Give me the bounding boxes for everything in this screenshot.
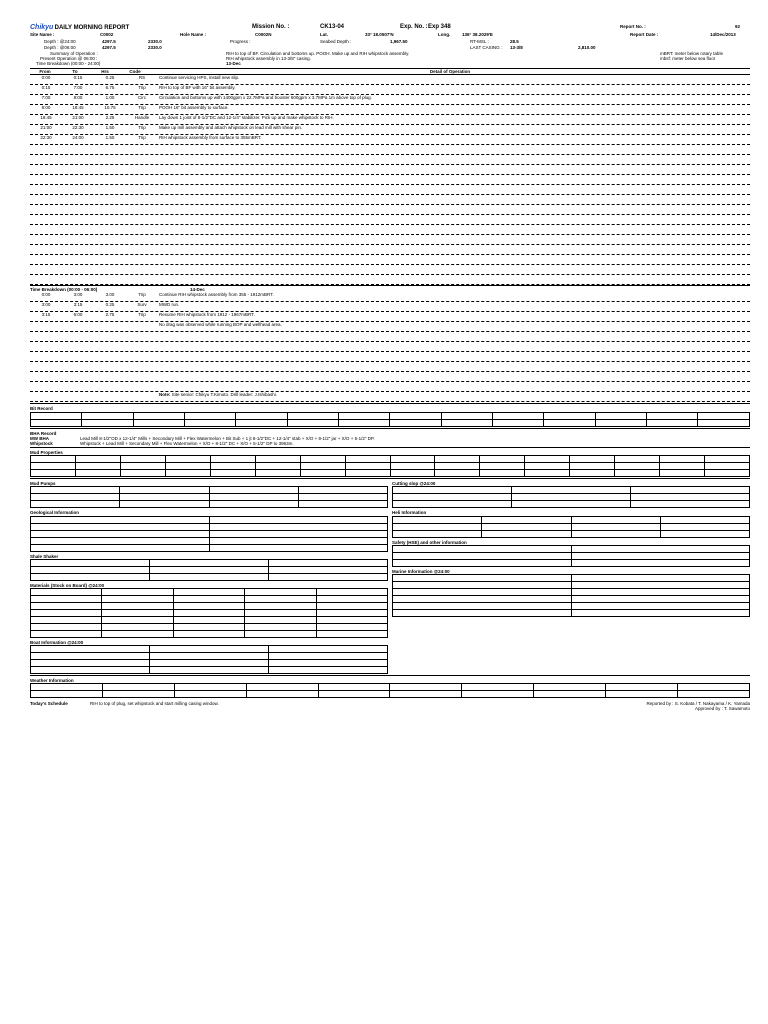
blank-row: [30, 352, 750, 362]
seabed-value: 1,967.50: [390, 39, 408, 44]
op-code: Trip: [138, 125, 146, 131]
blank-row: [30, 165, 750, 175]
whipstock-desc: Whipstock + Lead Mill + Secondary Mill + Flex Watermelon + X/O + 8-1/2" DC + X/O + 5-1/2" DP to 3963m.: [80, 440, 294, 446]
blank-row: [30, 362, 750, 372]
blank-row: [30, 245, 750, 255]
hole-label: Hole Name :: [180, 32, 207, 37]
date-label: Report Date :: [630, 32, 659, 37]
op-to: 8:00: [73, 95, 83, 101]
blank-row: [30, 195, 750, 205]
summary-value: RIH to top of BF. Circulation and bottoms up. POOH. Make up and RIH whipstock assembly.: [226, 51, 410, 56]
op-to: 3:15: [73, 302, 83, 308]
last-casing-label: LAST CASING :: [470, 45, 503, 50]
op-to: 6:00: [73, 312, 83, 318]
op-hrs: 2.25: [105, 115, 115, 121]
op-from: 21:00: [40, 125, 52, 131]
op-from: 0:15: [41, 85, 51, 91]
op-from: 22:30: [40, 135, 52, 141]
note-label: Note:: [159, 392, 171, 398]
op-to: 3:00: [73, 292, 83, 298]
lower-grid: [30, 478, 750, 674]
site-label: Site Name :: [30, 32, 55, 37]
lat-value: 33° 18.0507'N: [365, 32, 394, 37]
casing-depth: 2,810.00: [578, 45, 596, 50]
ops2-row: [30, 302, 750, 312]
present-label: Present Operation @ 06:00 :: [40, 56, 98, 61]
op-code: Circ: [138, 95, 146, 101]
op-to: 18:45: [72, 105, 84, 111]
shaker-table: [30, 559, 388, 581]
op-hrs: 0.25: [105, 75, 115, 81]
blank-row: [30, 225, 750, 235]
rt-msl-label: RT-MSL :: [470, 39, 489, 44]
blank-row: [30, 205, 750, 215]
mbrt-note: mBRT: meter below rotary table: [660, 51, 723, 56]
op-detail: Continue servicing HPS, install new slip.: [159, 75, 240, 81]
op-hrs: 0.25: [105, 302, 115, 308]
op-detail: MWD run.: [159, 302, 180, 308]
op-from: 0:00: [41, 75, 51, 81]
long-value: 136° 38.2029'E: [462, 32, 493, 37]
rt-msl-value: 28.5: [510, 39, 519, 44]
progress-label: Progress :: [230, 39, 251, 44]
mud-table: [30, 455, 750, 477]
ops-row: [30, 95, 750, 105]
op-to: 7:00: [73, 85, 83, 91]
date-value: 14/Dec/2013: [710, 32, 736, 37]
op-hrs: 1.50: [105, 125, 115, 131]
exp-label: Exp. No. :: [400, 24, 428, 30]
bha-section: [30, 428, 750, 447]
op-hrs: 2.75: [105, 312, 115, 318]
seabed-label: Seabed Depth :: [320, 39, 352, 44]
op-hrs: 1.00: [105, 95, 115, 101]
blank-row: [30, 275, 750, 285]
todays-schedule-label: Today's Schedule: [30, 701, 68, 707]
op-hrs: 10.75: [104, 105, 116, 111]
ops2-note: No drag was observed while running BOP and wellhead area.: [159, 322, 282, 328]
op-code: Handle: [134, 115, 150, 121]
boat-table: [30, 645, 388, 674]
ops2-row: [30, 312, 750, 322]
footer: [30, 701, 750, 711]
mbsf-note: mbsf: meter below sea floor: [660, 56, 716, 61]
ops-row: [30, 75, 750, 85]
ops2-date: 14-Dec: [190, 287, 205, 293]
bha-title: BHA Record: [30, 430, 57, 436]
safety-title: Safety (HSE) and other information: [392, 539, 467, 545]
operations-blank-rows: [30, 145, 750, 285]
op-code: Surv: [137, 302, 147, 308]
mw-bha-desc: Lead Mill 8-1/2"OD x 12-1/4" Mills + Secondary Mill + Flex Watermelon + Bit Sub + 1 jt 8-1/2"DC + 12-1/4" stab + X/O + 9-1/2" jar + X/O + 5-1/2" DP.: [80, 435, 375, 441]
ops2-note-row: [30, 322, 750, 332]
note-value: Site senior: Chikyu T.Kimoto. Drill leader: J.Ishibashi.: [171, 392, 277, 398]
summary-label: Summary of Operation :: [50, 51, 98, 56]
op-detail: Circulation and bottoms up with 1400gpm x 22.7MPa and booster 600gpm x 3.7MPa 1m above top of plug.: [159, 95, 372, 101]
op-code: Trip: [138, 292, 146, 298]
hole-value: C0002N: [255, 32, 272, 37]
time-breakdown-date: 13-Dec: [226, 61, 241, 66]
bit-record-section: [30, 403, 750, 426]
operations-table: [30, 68, 750, 402]
op-from: 8:00: [41, 105, 51, 111]
ops-row: [30, 85, 750, 95]
cutting-slop-table: [392, 486, 750, 508]
mission-value: CK13-04: [320, 24, 345, 30]
mud-pumps-table: [30, 486, 388, 508]
depth-24-label: Depth : @24:00: [44, 39, 76, 44]
op-detail: RIH whipstock assembly from surface to 355mBRT.: [159, 135, 262, 141]
mud-title: Mud Properties: [30, 450, 63, 456]
col-detail: Detail of Operation: [429, 69, 471, 74]
ops-row: [30, 115, 750, 125]
op-code: Trip: [138, 312, 146, 318]
mw-bha-label: MW BHA: [30, 435, 49, 441]
op-detail: Make up mill assembly and attach whipstock on lead mill with shear pin.: [159, 125, 303, 131]
op-hrs: 1.50: [105, 135, 115, 141]
note-row: [30, 392, 750, 402]
op-to: 22:30: [72, 125, 84, 131]
shaker-title: Shale Shaker: [30, 553, 59, 559]
depth-06-label: Depth : @06:00: [44, 45, 76, 50]
op-code: Trip: [138, 135, 146, 141]
todays-schedule-value: RIH to top of plug, set whipstock and start milling casing window.: [90, 701, 219, 707]
blank-row: [30, 155, 750, 165]
geo-title: Geological Information: [30, 510, 80, 516]
blank-row: [30, 175, 750, 185]
depth-24-a: 4297.5: [102, 39, 116, 44]
op-detail: Continue RIH whipstock assembly from 355 - 1912mBRT.: [159, 292, 274, 298]
op-code: Trip: [138, 85, 146, 91]
last-casing-value: 13-3/8: [510, 45, 523, 50]
mission-label: Mission No. :: [252, 24, 290, 30]
blank-row: [30, 255, 750, 265]
blank-row: [30, 185, 750, 195]
cutting-slop-title: Cutting slop @24:00: [392, 481, 436, 487]
op-from: 0:00: [41, 292, 51, 298]
approved-by: Approved by : T. Sawamoto: [695, 706, 750, 712]
boat-title: Boat Information @24:00: [30, 639, 84, 645]
mud-pumps-title: Mud Pumps: [30, 481, 56, 487]
op-from: 18:45: [40, 115, 52, 121]
op-from: 3:15: [41, 312, 51, 318]
operations-blank-rows-2: [30, 332, 750, 392]
daily-morning-report: [30, 24, 750, 712]
present-value: RIH whipstock assembly in 13-3/8" casing.: [226, 56, 311, 61]
marine-table: [392, 574, 750, 617]
blank-row: [30, 145, 750, 155]
ops-row: [30, 135, 750, 145]
geo-table: [30, 516, 388, 552]
report-no-value: 92: [735, 24, 741, 29]
report-title-text: DAILY MORNING REPORT: [54, 25, 130, 31]
site-value: C0002: [100, 32, 114, 37]
col-to: To: [72, 69, 78, 74]
weather-title: Weather Information: [30, 678, 74, 684]
op-to: 21:00: [72, 115, 84, 121]
ops-row: [30, 125, 750, 135]
time-breakdown-label: Time Breakdown (00:00 - 24:00): [36, 61, 101, 66]
weather-section: [30, 675, 750, 698]
blank-row: [30, 235, 750, 245]
col-code: Code: [129, 69, 141, 74]
bit-record-table: [30, 412, 750, 427]
blank-row: [30, 265, 750, 275]
heli-table: [392, 516, 750, 538]
col-hrs: Hrs: [101, 69, 109, 74]
op-code: RS: [138, 75, 146, 81]
ops2-label: Time Breakdown (00:00 - 06:00): [30, 287, 98, 293]
materials-table: [30, 588, 388, 638]
materials-title: Materials (Stock on Board) @24:00: [30, 582, 105, 588]
marine-title: Marine Information @24:00: [392, 568, 450, 574]
report-title: [30, 24, 129, 32]
op-from: 7:00: [41, 95, 51, 101]
blank-row: [30, 342, 750, 352]
exp-value: Exp 348: [428, 24, 451, 30]
blank-row: [30, 372, 750, 382]
depth-06-a: 4297.5: [102, 45, 116, 50]
report-header: [30, 24, 750, 68]
weather-table: [30, 683, 750, 698]
op-from: 3:00: [41, 302, 51, 308]
blank-row: [30, 382, 750, 392]
mud-section: [30, 447, 750, 477]
safety-table: [392, 545, 750, 567]
op-detail: Lay down 1 joint of 8-1/2"DC and 12-1/4" stabilizer. Pick up and make whipstock to RIH.: [159, 115, 334, 121]
op-hrs: 6.75: [105, 85, 115, 91]
whipstock-label: Whipstock: [30, 440, 53, 446]
op-detail: Resume RIH whipstock from 1912 - 1967mBRT.: [159, 312, 255, 318]
op-to: 24:00: [72, 135, 84, 141]
op-to: 0:15: [73, 75, 83, 81]
op-detail: RIH to top of BF with 16" bit assembly.: [159, 85, 236, 91]
long-label: Long.: [438, 32, 451, 37]
ops-row: [30, 105, 750, 115]
depth-24-b: 2330.0: [148, 39, 162, 44]
operations-rows-2: [30, 292, 750, 322]
lat-label: Lat.: [320, 32, 329, 37]
op-code: Trip: [138, 105, 146, 111]
bit-record-title: Bit Record: [30, 406, 53, 412]
reported-by: Reported by : S. Kobata / T. Nakayama / K. Yamada: [646, 701, 750, 707]
brand-name: Chikyu: [30, 24, 54, 31]
blank-row: [30, 332, 750, 342]
ops2-header: [30, 285, 750, 292]
operations-rows: [30, 75, 750, 145]
blank-row: [30, 215, 750, 225]
report-no-label: Report No. :: [620, 24, 646, 29]
op-hrs: 3.00: [105, 292, 115, 298]
depth-06-b: 2330.0: [148, 45, 162, 50]
col-from: From: [39, 69, 51, 74]
op-detail: POOH 16" bit assembly to surface.: [159, 105, 229, 111]
ops2-row: [30, 292, 750, 302]
heli-title: Heli Information: [392, 510, 427, 516]
